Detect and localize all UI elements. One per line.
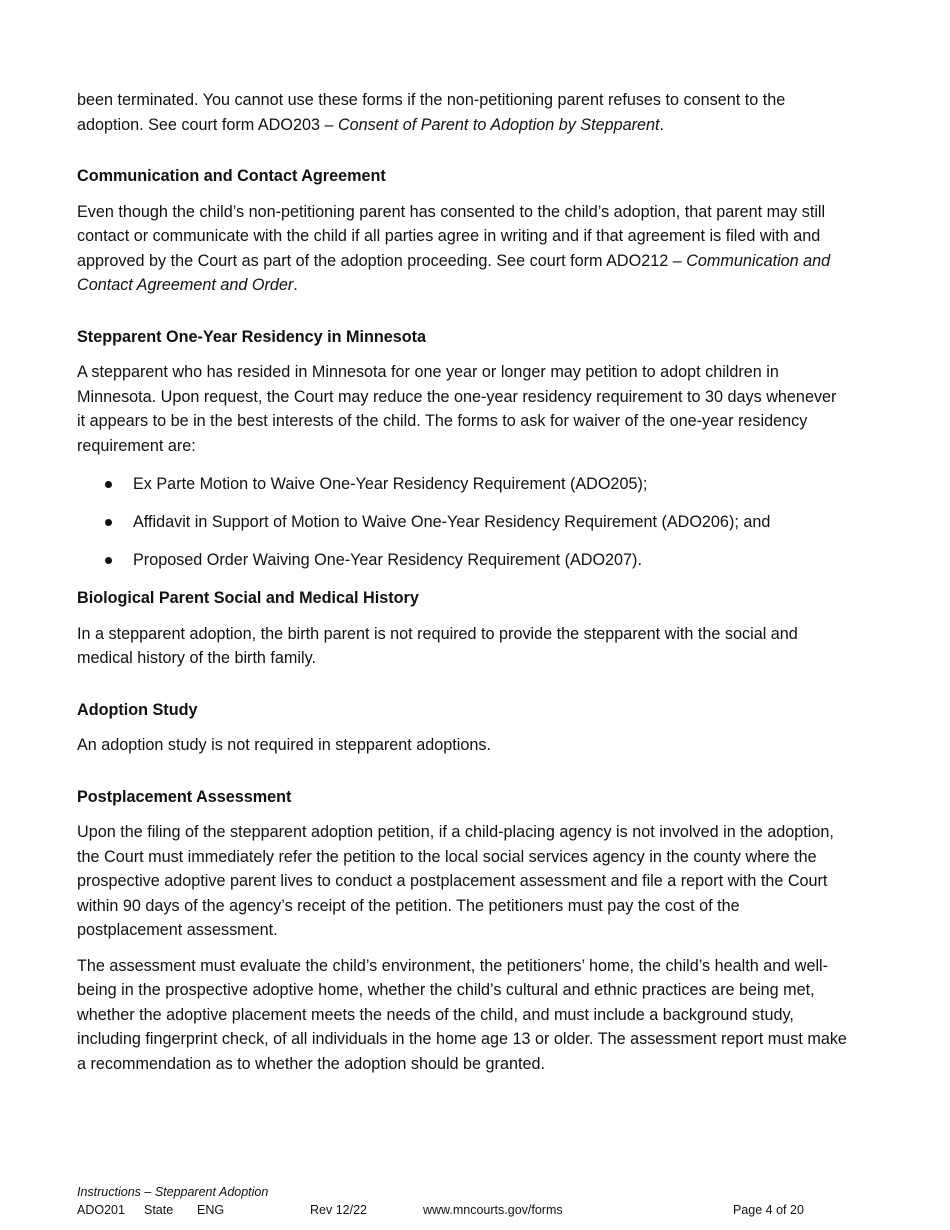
list-item: Ex Parte Motion to Waive One-Year Residency Requirement (ADO205); [77, 472, 847, 497]
list-item: Affidavit in Support of Motion to Waive One-Year Residency Requirement (ADO206); and [77, 510, 847, 535]
footer-meta-row [77, 1201, 857, 1219]
footer-form-code: ADO201 [77, 1203, 125, 1217]
bullet-icon [105, 519, 112, 526]
heading-postplacement-assessment: Postplacement Assessment [77, 787, 292, 806]
bullet-icon [105, 557, 112, 564]
footer-language: ENG [197, 1203, 225, 1217]
residency-forms-list [77, 472, 847, 573]
medical-history-paragraph: In a stepparent adoption, the birth parent is not required to provide the stepparent with the social and medical history of the birth family. [77, 624, 798, 667]
heading-communication: Communication and Contact Agreement [77, 167, 386, 185]
bullet-icon [105, 481, 112, 488]
form-title-ado203: Consent of Parent to Adoption by Stepparent [337, 115, 660, 134]
residency-paragraph: A stepparent who has resided in Minnesota for one year or longer may petition to adopt children in Minnesota. Upon request, the Court may reduce the one-year residency requirement to 30 days whenever it appears to be in the best interests of the child. The forms to ask for waiver of the one-year residency requirement are: [77, 363, 837, 455]
heading-residency: Stepparent One-Year Residency in Minnesota [77, 327, 427, 346]
form-title-ado212: Communication and Contact Agreement and Order [77, 251, 831, 294]
heading-medical-history: Biological Parent Social and Medical History [77, 589, 419, 607]
heading-adoption-study: Adoption Study [77, 700, 198, 719]
postplacement-paragraph-1: Upon the filing of the stepparent adoption petition, if a child-placing agency is not involved in the adoption, the Court must immediately refer the petition to the local social services agency in the county where the prospective adoptive parent lives to conduct a postplacement assessment and file a report with the Court within 90 days of the agency’s receipt of the petition. The petitioners must pay the cost of the postplacement assessment. [77, 823, 834, 939]
list-item: Proposed Order Waiving One-Year Residency Requirement (ADO207). [77, 548, 847, 573]
page-footer [77, 1183, 857, 1219]
intro-paragraph: been terminated. You cannot use these forms if the non-petitioning parent refuses to consent to the adoption. See court form ADO203 – Consent of Parent to Adoption by Stepparent. [77, 91, 786, 134]
footer-revision: Rev 12/22 [310, 1203, 367, 1217]
communication-paragraph: Even though the child’s non-petitioning parent has consented to the child’s adoption, that parent may still contact or communicate with the child if all parties agree in writing and if that agreement is filed with and approved by the Court as part of the adoption proceeding. See court form ADO212 – Communication and Contact Agreement and Order. [77, 202, 831, 294]
footer-document-title: Instructions – Stepparent Adoption [77, 1185, 269, 1199]
adoption-study-paragraph: An adoption study is not required in stepparent adoptions. [77, 736, 491, 754]
postplacement-paragraph-2: The assessment must evaluate the child’s environment, the petitioners’ home, the child’s health and well-being in the prospective adoptive home, whether the child’s cultural and ethnic practices are being met, whether the adoptive placement meets the needs of the child, and must include a background study, including fingerprint check, of all individuals in the home age 13 or older. The assessment report must make a recommendation as to whether the adoption should be granted. [77, 956, 847, 1073]
footer-url[interactable]: www.mncourts.gov/forms [423, 1203, 563, 1217]
footer-page-number: Page 4 of 20 [733, 1203, 804, 1217]
footer-jurisdiction: State [144, 1203, 174, 1217]
document-body [77, 88, 847, 1076]
